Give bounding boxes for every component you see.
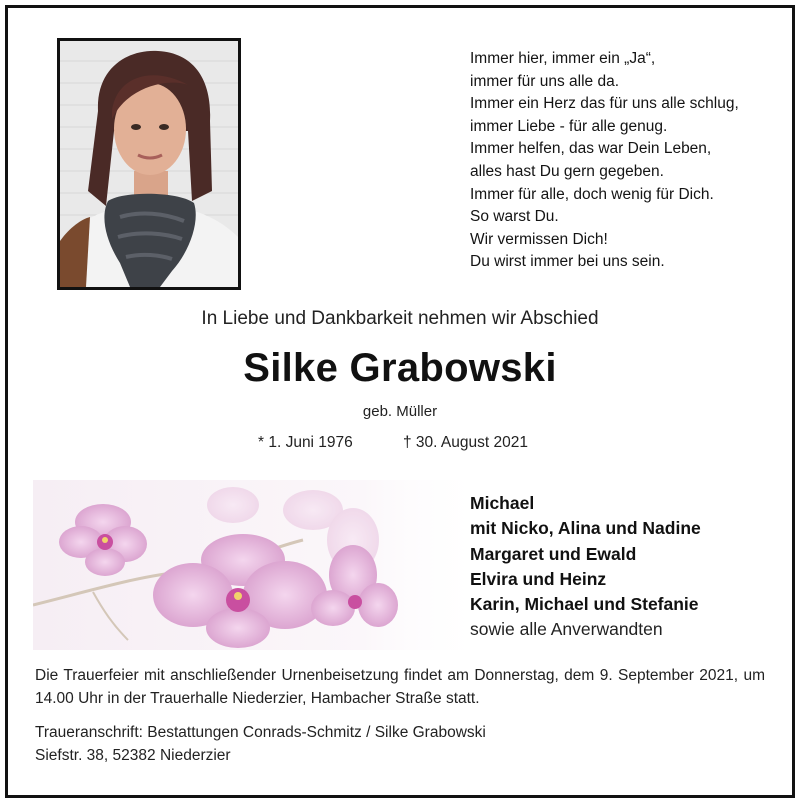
mourner-line: Margaret und Ewald — [470, 543, 637, 564]
poem-line: alles hast Du gern gegeben. — [470, 162, 664, 180]
poem-line: immer für uns alle da. — [470, 72, 620, 90]
birth-name: geb. Müller — [362, 403, 438, 420]
condolence-address — [35, 721, 486, 767]
poem-line: So warst Du. — [470, 208, 559, 226]
address-line: Traueranschrift: Bestattungen Conrads-Schmitz / Silke Grabowski — [35, 724, 486, 741]
poem-line: Du wirst immer bei uns sein. — [470, 253, 665, 271]
death-date: † 30. August 2021 — [403, 434, 528, 451]
mourner-line: Elvira und Heinz — [470, 568, 607, 589]
mourner-line: Michael — [470, 493, 535, 513]
poem-line: Immer helfen, das war Dein Leben, — [470, 140, 712, 158]
farewell-intro: In Liebe und Dankbarkeit nehmen wir Abschied — [201, 308, 599, 329]
poem-line: Immer hier, immer ein „Ja“, — [470, 50, 656, 67]
poem-line: Immer ein Herz das für uns alle schlug, — [470, 95, 739, 113]
poem-line: immer Liebe - für alle genug. — [470, 117, 668, 135]
birth-date: * 1. Juni 1976 — [258, 434, 353, 451]
mourner-closing: sowie alle Anverwandten — [470, 619, 663, 640]
deceased-name: Silke Grabowski — [243, 346, 557, 390]
ceremony-info: Die Trauerfeier mit anschließender Urnenbeisetzung findet am Donnerstag, dem 9. September 2021, um 14.00 Uhr in der Trauerhalle Niederzier, Hambacher Straße statt. — [35, 667, 765, 707]
poem-line: Immer für alle, doch wenig für Dich. — [470, 185, 714, 203]
poem-line: Wir vermissen Dich! — [470, 230, 608, 248]
poem — [470, 48, 780, 274]
mourner-line: Karin, Michael und Stefanie — [470, 594, 699, 615]
mourners-list — [470, 491, 701, 643]
portrait-photo — [57, 38, 241, 290]
address-line: Siefstr. 38, 52382 Niederzier — [35, 747, 231, 764]
mourner-line: mit Nicko, Alina und Nadine — [470, 518, 701, 539]
portrait-image — [60, 41, 238, 287]
